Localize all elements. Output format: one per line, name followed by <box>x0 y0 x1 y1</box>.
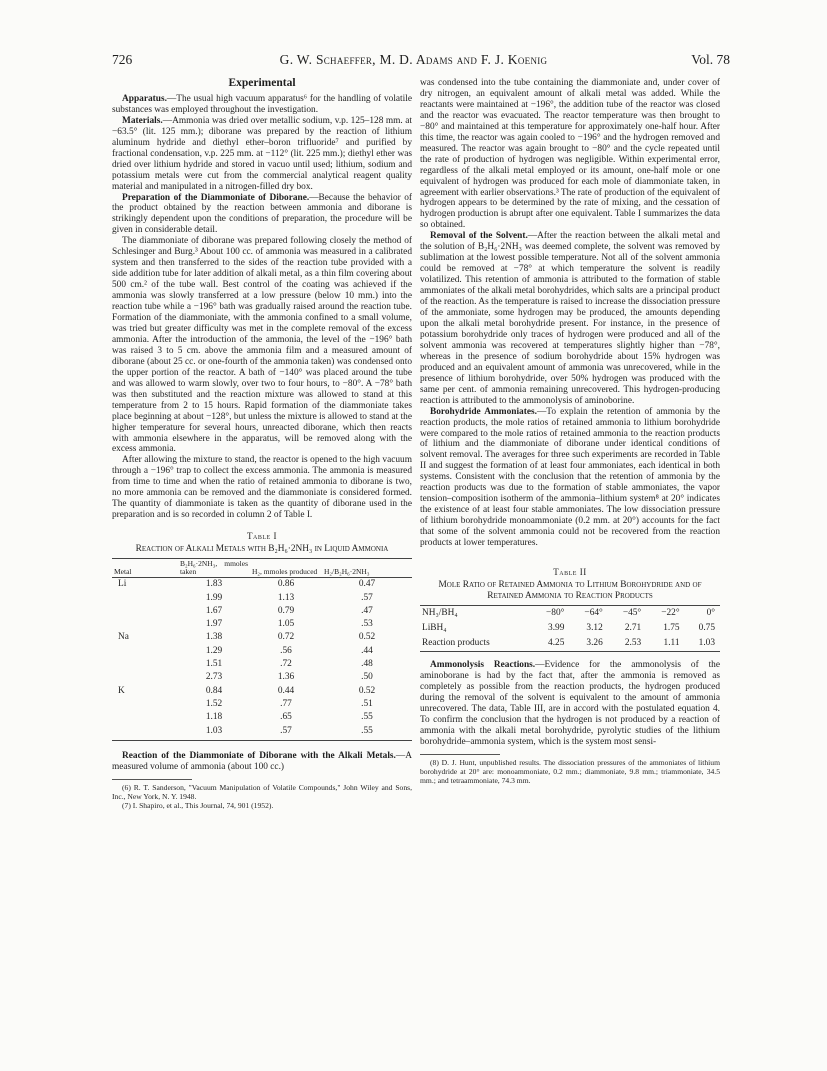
table-cell: .57 <box>361 592 373 603</box>
table-cell: 2.73 <box>205 672 223 683</box>
right-column <box>420 78 720 785</box>
table-cell: .55 <box>361 712 373 723</box>
table-header-cell: H₂, mmoles produced <box>250 559 322 578</box>
paragraph-apparatus <box>112 94 412 116</box>
section-title: Experimental <box>228 77 296 89</box>
table-row <box>112 618 412 631</box>
table-cell: .55 <box>361 725 373 736</box>
table-cell: LiBH₄ <box>422 622 447 633</box>
table-cell: 0.84 <box>205 685 223 696</box>
table-cell: .53 <box>361 619 373 630</box>
table-cell: 3.99 <box>548 622 565 633</box>
paragraph-text: —Ammonia was dried over metallic sodium, v.p. 125–128 mm. at −63.5° (lit. 125 mm.); diborane was prepared by the reaction of lithium aluminum hydride and diethyl ether–boron trifluoride⁷ and purified by fractional condensation, v.p. 225 mm. at −112° (lit. 225 mm.); diethyl ether was dried over lithium hydride and stored in vacuo until used; lithium, sodium and potassium metals were cut from the commercial analytical reagent quality material and manipulated in a nitrogen-filled dry box. <box>112 115 412 192</box>
table-cell: 1.51 <box>205 659 223 670</box>
table-cell: .57 <box>280 725 292 736</box>
table-row <box>112 658 412 671</box>
table-cell: .47 <box>361 605 373 616</box>
footnote-7: (7) I. Shapiro, et al., This Journal, 74, 901 (1952). <box>122 800 274 810</box>
table-cell: 3.12 <box>586 622 603 633</box>
table-header-cell: H₂/B₂H₆·2NH₃ <box>322 559 412 578</box>
table-header-cell: −80° <box>546 607 565 618</box>
table-cell: .72 <box>280 659 292 670</box>
paragraph-lead: Preparation of the Diammoniate of Diborane. <box>122 192 310 203</box>
table-cell: 1.18 <box>205 712 223 723</box>
table-1 <box>112 558 412 738</box>
table-cell: 0.86 <box>277 579 295 590</box>
table-cell: 1.03 <box>698 637 715 648</box>
table-header-row <box>112 559 412 578</box>
table-cell: 1.83 <box>205 579 223 590</box>
metal-cell <box>112 591 178 604</box>
paragraph-lead: Ammonolysis Reactions. <box>430 659 536 670</box>
paragraph-lead: Borohydride Ammoniates. <box>430 406 537 417</box>
table-row <box>112 645 412 658</box>
table-header-cell: Metal <box>112 559 178 578</box>
paragraph-preparation-detail: The diammoniate of diborane was prepared following closely the method of Schlesinger and Burg.³ About 100 cc. of ammonia was measured in a calibrated system and then transferred to the sides of the reaction tube provided with a side addition tube for later addition of alkali metal, as a thin film covering about 500 cm.² of the tube wall. Best control of the coating was achieved if the ammonia was slowly transferred at a low pressure (below 10 mm.) into the reaction tube while a −196° bath was gradually raised around the reaction tube. Formation of the diammoniate, with the ammonia confined to a small volume, was tried but greater difficulty was met in the complete removal of the excess ammonia. After the introduction of the ammonia, the level of the −196° bath was raised 3 to 5 cm. above the ammonia film and a measured amount of diborane (about 25 cc. or one-fourth of the ammonia taken) was condensed onto the upper portion of the reactor. A bath of −140° was placed around the tube and was allowed to warm slowly, over two to four hours, to −80°. A −78° bath was then substituted and the reaction mixture was allowed to stand at this temperature from 2 to 15 hours. Rapid formation of the diammoniate takes place beginning at about −128°, but unless the mixture is allowed to stand at the higher temperature for several hours, unreacted diborane, which then reacts with ammonia elsewhere in the apparatus, will be removed along with the excess ammonia. <box>112 236 412 455</box>
table-cell: 0.52 <box>358 632 376 643</box>
table-row <box>112 631 412 644</box>
table-2-title: Mole Ratio of Retained Ammonia to Lithium Borohydride and of Retained Ammonia to Reaction Products <box>438 579 702 601</box>
paragraph-borohydride <box>420 407 720 549</box>
table-row <box>420 636 720 652</box>
table-cell: 2.53 <box>624 637 642 648</box>
paragraph-text: —Because the behavior of the product obtained by the reaction between ammonia and diborane is strikingly dependent upon the conditions of preparation, the procedure will be given in considerable detail. <box>112 192 412 236</box>
page-number: 726 <box>112 52 133 67</box>
volume-number: Vol. 78 <box>691 52 730 67</box>
table-header-cell: B₂H₆·2NH₃, mmoles taken <box>180 559 248 577</box>
table-2 <box>420 605 720 652</box>
table-cell: 1.75 <box>663 622 680 633</box>
paragraph-text: —Evidence for the ammonolysis of the aminoborane is had by the fact that, after the ammonia is removed as completely as possible from the reaction products, the hydrogen produced during the removal of the solvent is equivalent to the amount of ammonia unrecovered. The data, Table III, are in accord with the postulated equation 4. To confirm the conclusion that the hydrogen is not produced by a reaction of ammonia with the alkali metal borohydride, pyrolytic studies of the lithium borohydride–ammonia system, which is the system most sensi- <box>420 659 720 747</box>
table-cell: Reaction products <box>422 637 490 648</box>
table-header-cell: −45° <box>622 607 642 618</box>
table-cell: 1.11 <box>663 637 680 648</box>
table-cell: .50 <box>361 672 373 683</box>
table-row <box>112 671 412 684</box>
paragraph-text: —The usual high vacuum apparatus⁶ for the handling of volatile substances was employed throughout the investigation. <box>112 93 412 115</box>
paragraph-materials <box>112 116 412 193</box>
metal-cell <box>112 711 178 724</box>
table-cell: .44 <box>361 645 373 656</box>
table-1-body <box>112 578 412 738</box>
table-header-cell: −64° <box>584 607 603 618</box>
left-column <box>112 78 412 810</box>
table-cell: .48 <box>361 659 373 670</box>
paragraph-reaction-continued: was condensed into the tube containing the diammoniate and, under cover of dry nitrogen, an equivalent amount of alkali metal was added. While the reactants were maintained at −196°, the addition tube of the reactor was closed and the reactor was evacuated. The reactor temperature was then brought to −80° and maintained at this temperature for approximately one-half hour. After this time, the reactor was again cooled to −196° and the hydrogen removed and measured. The reactor was again brought to −80° and the cycle repeated until the rate of production of hydrogen was negligible. Within experimental error, regardless of the alkali metal employed or its amount, one-half mole or one equivalent of hydrogen was produced for each mole of diammoniate taken, in agreement with earlier observations.³ The rate of production of the equivalent of hydrogen appears to be determined by the rate of mixing, and the cessation of hydrogen production is abrupt after one equivalent. Table I summarizes the data so obtained. <box>420 78 720 231</box>
paragraph-lead: Reaction of the Diammoniate of Diborane with the Alkali Metals. <box>122 750 396 761</box>
paragraph-text: —After the reaction between the alkali metal and the solution of B₂H₆·2NH₃ was deemed complete, the solvent was removed by sublimation at the lowest possible temperature. Not all of the solvent ammonia could be removed at −78° at which temperature the solvent is readily volatilized. This retention of ammonia is attributed to the formation of stable ammoniates of the alkali metal borohydrides, which salts are a principal product of the reaction. As the temperature is raised to increase the dissociation pressure of the ammoniate, some hydrogen may be produced, the amounts depending upon the alkali metal borohydride present. For instance, in the presence of potassium borohydride only traces of hydrogen were produced and all of the solvent ammonia was recovered at temperatures slightly higher than −78°, whereas in the presence of sodium borohydride about 15% hydrogen was produced and an equivalent amount of ammonia was unrecovered, while in the presence of lithium borohydride, over 50% hydrogen was produced with the same per cent. of ammonia remaining unrecovered. This hydrogen-producing reaction is attributed to the ammonolysis of aminoborine. <box>420 231 720 406</box>
metal-cell: Na <box>118 632 129 643</box>
metal-cell <box>112 618 178 631</box>
metal-cell <box>112 605 178 618</box>
table-2-caption: Table II <box>553 566 587 577</box>
table-row <box>112 684 412 697</box>
table-cell: .51 <box>361 698 373 709</box>
table-cell: 1.13 <box>277 592 295 603</box>
footnote-8: (8) D. J. Hunt, unpublished results. The dissociation pressures of the ammoniates of lithium borohydride at 20° are: monoammoniate, 0.2 mm.; diammoniate, 9.8 mm.; triammoniate, 34.5 mm.; and tetraammoniate, 74.3 mm. <box>420 757 720 785</box>
table-cell: 0.44 <box>277 685 295 696</box>
table-header-cell: NH₃/BH₄ <box>422 607 458 618</box>
table-cell: .77 <box>280 698 292 709</box>
paragraph-lead: Removal of the Solvent. <box>430 231 528 242</box>
metal-cell <box>112 645 178 658</box>
paragraph-ammonolysis <box>420 660 720 748</box>
table-row <box>112 605 412 618</box>
table-cell: 4.25 <box>548 637 565 648</box>
table-cell: 1.67 <box>205 605 223 616</box>
metal-cell: Li <box>118 579 127 590</box>
table-cell: 1.99 <box>205 592 223 603</box>
table-cell: 1.52 <box>205 698 223 709</box>
table-row <box>112 698 412 711</box>
table-cell: 0.47 <box>358 579 376 590</box>
table-row <box>420 621 720 636</box>
footnote-6: (6) R. T. Sanderson, "Vacuum Manipulation of Volatile Compounds," John Wiley and Sons, Inc., New York, N. Y. 1948. <box>112 782 412 801</box>
table-cell: 1.29 <box>205 645 223 656</box>
table-header-cell: 0° <box>706 607 715 618</box>
metal-cell: K <box>118 685 125 696</box>
table-cell: .65 <box>280 712 292 723</box>
table-cell: 3.26 <box>586 637 603 648</box>
metal-cell <box>112 698 178 711</box>
table-cell: 0.72 <box>277 632 295 643</box>
table-1-title: Reaction of Alkali Metals with B₂H₆·2NH₃ in Liquid Ammonia <box>135 544 389 555</box>
table-cell: .56 <box>280 645 292 656</box>
paragraph-removal <box>420 231 720 406</box>
table-cell: 0.52 <box>358 685 376 696</box>
paragraph-text: —A measured volume of ammonia (about 100 cc.) <box>112 750 412 772</box>
table-row <box>112 724 412 737</box>
table-cell: 0.75 <box>698 622 715 633</box>
table-1-caption: Table I <box>247 531 277 542</box>
table-cell: 0.79 <box>277 605 295 616</box>
table-row <box>112 591 412 604</box>
table-row <box>112 578 412 592</box>
paragraph-text: —To explain the retention of ammonia by the reaction products, the mole ratios of retained ammonia to lithium borohydride were compared to the mole ratios of retained ammonia to the reaction products of lithium and the diammoniate of diborane under identical conditions of solvent removal. The averages for three such experiments are recorded in Table II and suggest the formation of at least four ammoniates, each identical in both systems. Consistent with the conclusion that the retention of ammonia by the reaction products was due to the formation of stable ammoniates, the vapor tension–composition isotherm of the ammonia–lithium system⁸ at 20° indicates the existence of at least four stable ammoniates. The low dissociation pressure of lithium borohydride monoammoniate (0.2 mm. at 20°) accounts for the fact that some of the solvent ammonia could not be recovered from the reaction products at lower temperatures. <box>420 406 720 549</box>
table-header-cell: −22° <box>661 607 680 618</box>
paragraph-lead: Apparatus. <box>122 93 167 104</box>
paragraph-reaction <box>112 751 412 773</box>
metal-cell <box>112 724 178 737</box>
table-cell: 2.71 <box>624 622 642 633</box>
running-head-authors: G. W. Schaeffer, M. D. Adams and F. J. Koenig <box>279 52 548 67</box>
table-cell: 1.97 <box>205 619 223 630</box>
metal-cell <box>112 658 178 671</box>
table-cell: 1.36 <box>277 672 295 683</box>
table-cell: 1.03 <box>205 725 223 736</box>
table-cell: 1.05 <box>277 619 295 630</box>
table-cell: 1.38 <box>205 632 223 643</box>
table-row <box>112 711 412 724</box>
paragraph-lead: Materials. <box>122 115 163 126</box>
metal-cell <box>112 671 178 684</box>
paragraph-preparation <box>112 193 412 237</box>
paragraph-preparation-end: After allowing the mixture to stand, the reactor is opened to the high vacuum through a −196° trap to collect the excess ammonia. The ammonia is measured from time to time and when the ratio of retained ammonia to diborane is two, no more ammonia can be removed and the diammoniate is considered formed. The quantity of diammoniate is taken as the quantity of diborane used in the preparation and is so recorded in column 2 of Table I. <box>112 455 412 521</box>
table-header-row <box>420 605 720 621</box>
